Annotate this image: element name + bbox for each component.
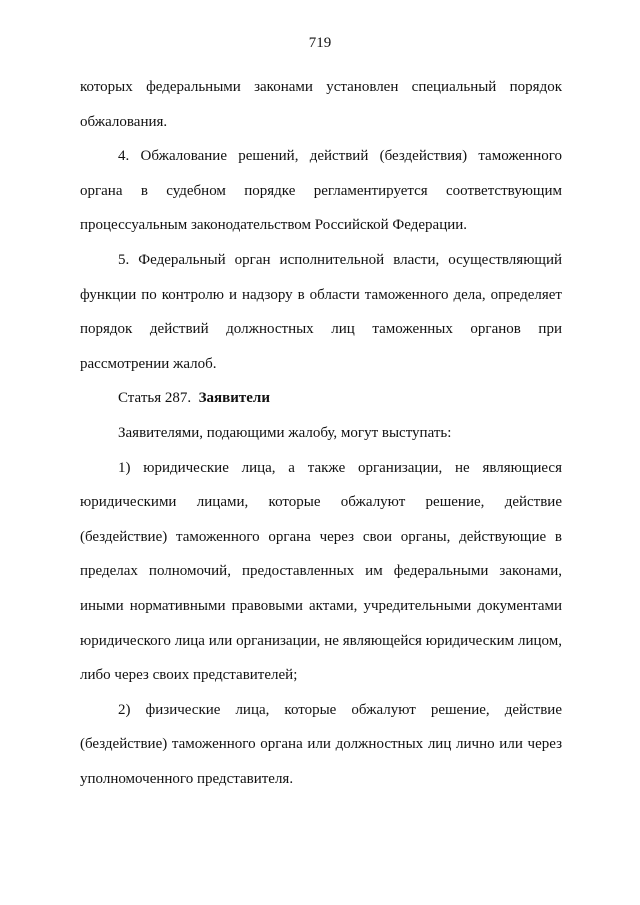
list-item-1: 1) юридические лица, а также организации, не являющиеся юридическими лицами, которые обжалуют решение, действие (бездействие) таможенного органа через свои органы, действующие в пределах полномочий, предоставленных им федеральными законами, иными нормативными правовыми актами, учредительными документами юридического лица или организации, не являющейся юридическим лицом, либо через своих представителей; [80,459,562,684]
article-heading [80,381,562,416]
paragraph-item-5: 5. Федеральный орган исполнительной власти, осуществляющий функции по контролю и надзору в области таможенного дела, определяет порядок действий должностных лиц таможенных органов при рассмотрении жалоб. [80,251,562,372]
page-number: 719 [308,35,332,51]
document-body [80,70,562,796]
paragraph-continuation: которых федеральными законами установлен специальный порядок обжалования. [80,79,562,130]
paragraph-item-4: 4. Обжалование решений, действий (бездействия) таможенного органа в судебном порядке регламентируется соответствующим процессуальным законодательством Российской Федерации. [80,148,562,234]
list-item-2: 2) физические лица, которые обжалуют решение, действие (бездействие) таможенного органа или должностных лиц лично или через уполномоченного представителя. [80,701,562,787]
article-number: Статья 287. [118,390,192,407]
article-intro: Заявителями, подающими жалобу, могут выступать: [118,424,452,441]
article-title: Заявители [198,390,270,407]
